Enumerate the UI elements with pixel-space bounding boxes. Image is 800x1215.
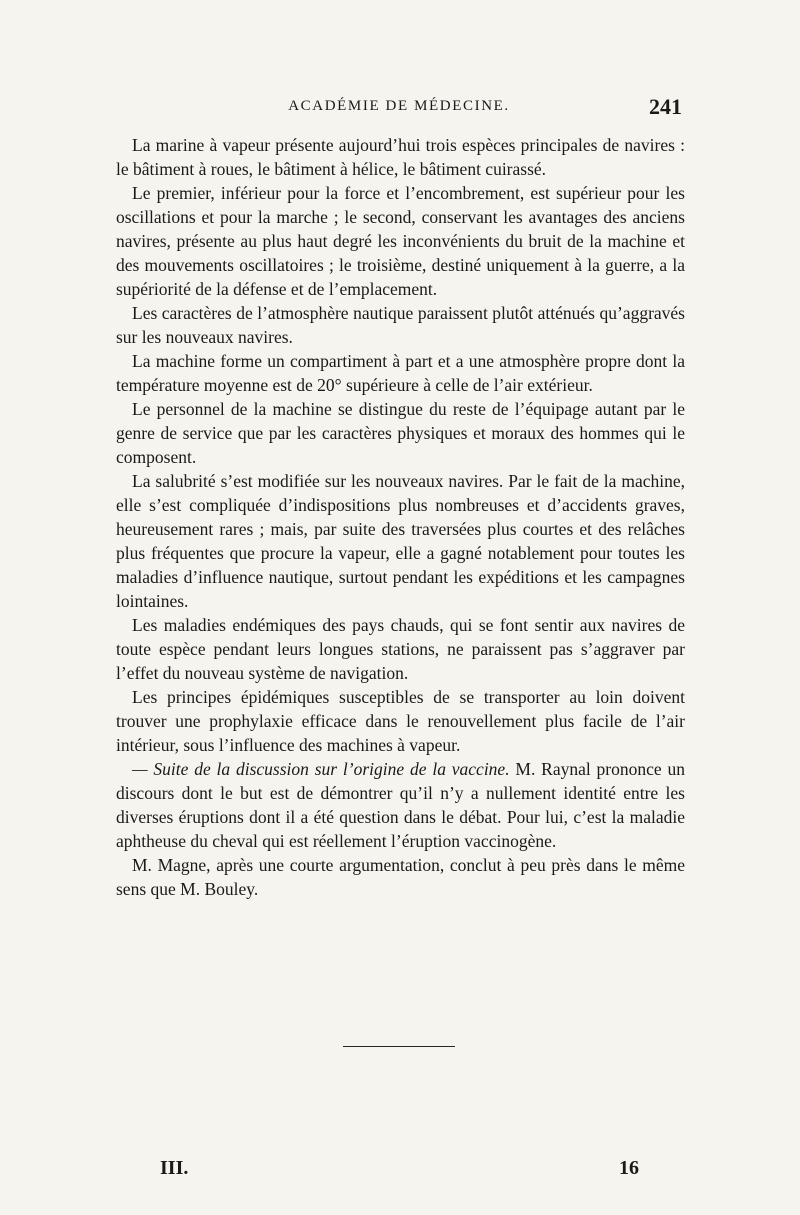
paragraph: Le personnel de la machine se distingue du reste de l’équipage autant par le genre de service que par les caractères physiques et moraux des hommes qui le composent.	[116, 399, 685, 467]
paragraph: Les principes épidémiques susceptibles de se transporter au loin doivent trouver une prophylaxie efficace dans le renouvellement plus facile de l’air intérieur, sous l’influence des machines à vapeur.	[116, 687, 685, 755]
discussion-heading: — Suite de la discussion sur l’origine de la vaccine.	[132, 759, 510, 779]
paragraph: Les caractères de l’atmosphère nautique paraissent plutôt atténués qu’aggravés sur les nouveaux navires.	[116, 303, 685, 347]
closing-paragraph: M. Magne, après une courte argumentation, conclut à peu près dans le même sens que M. Bouley.	[116, 855, 685, 899]
signature-mark: III.	[160, 1157, 189, 1179]
paragraph: La marine à vapeur présente aujourd’hui trois espèces principales de navires : le bâtiment à roues, le bâtiment à hélice, le bâtiment cuirassé.	[116, 135, 685, 179]
paragraph: La machine forme un compartiment à part et a une atmosphère propre dont la température moyenne est de 20° supérieure à celle de l’air extérieur.	[116, 351, 685, 395]
signature-number: 16	[619, 1157, 639, 1179]
page-number: 241	[649, 94, 682, 119]
body-text	[116, 133, 685, 901]
page-header	[116, 94, 682, 124]
paragraph: Les maladies endémiques des pays chauds, qui se font sentir aux navires de toute espèce pendant leurs longues stations, ne paraissent pas s’aggraver par l’effet du nouveau système de navigation.	[116, 615, 685, 683]
paragraph: La salubrité s’est modifiée sur les nouveaux navires. Par le fait de la machine, elle s’est compliquée d’indispositions plus nombreuses et d’accidents graves, heureusement rares ; mais, par suite des traversées plus courtes et des relâches plus fréquentes que procure la vapeur, elle a gagné notablement pour toutes les maladies d’influence nautique, surtout pendant les expéditions et les campagnes lointaines.	[116, 471, 685, 611]
discussion-text: M. Raynal prononce un discours dont le but est de démontrer qu’il n’y a nullement identité entre les diverses éruptions dont il a été question dans le débat. Pour lui, c’est la maladie aphtheuse du cheval qui est réellement l’éruption vaccinogène.	[116, 759, 685, 851]
paragraph: Le premier, inférieur pour la force et l’encombrement, est supérieur pour les oscillations et pour la marche ; le second, conservant les avantages des anciens navires, présente au plus haut degré les inconvénients du bruit de la machine et des mouvements oscillatoires ; le troisième, destiné uniquement à la guerre, a la supériorité de la défense et de l’emplacement.	[116, 183, 685, 299]
discussion-paragraph	[116, 757, 685, 853]
running-title: ACADÉMIE DE MÉDECINE.	[288, 98, 510, 114]
section-rule	[343, 1046, 455, 1047]
